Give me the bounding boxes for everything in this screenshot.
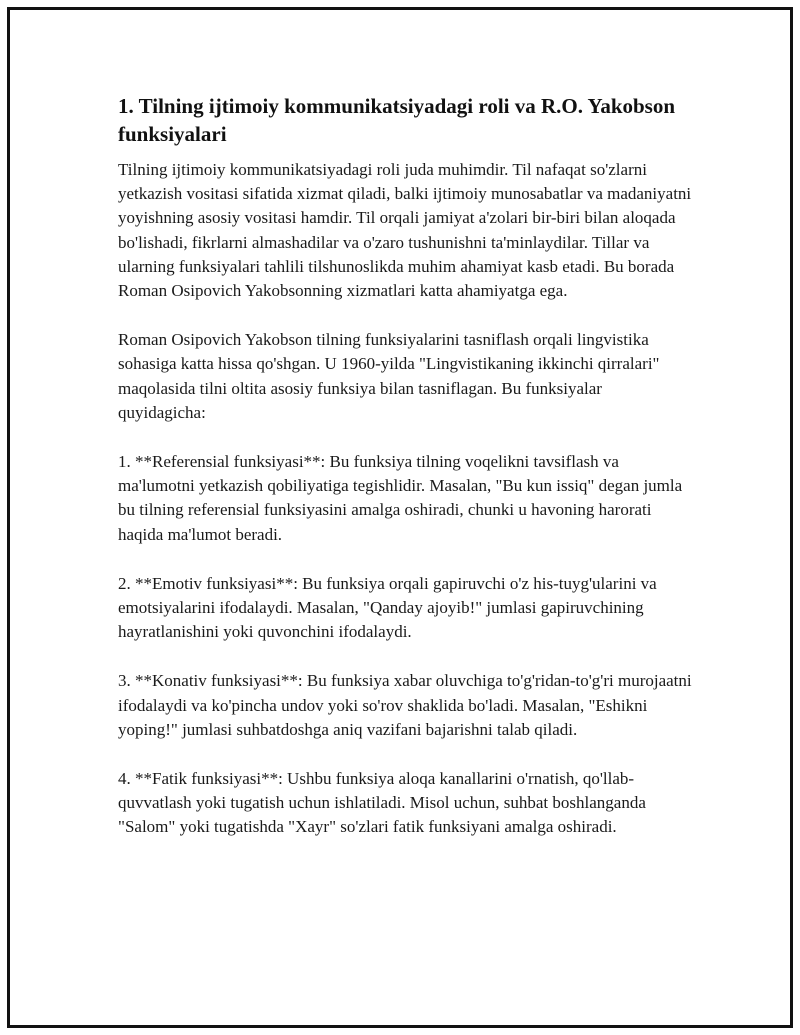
list-item-conative: 3. **Konativ funksiyasi**: Bu funksiya xabar oluvchiga to'g'ridan-to'g'ri murojaatni ifodalaydi va ko'pincha undov yoki so'rov shaklida bo'ladi. Masalan, "Eshikni yoping!" jumlasi suhbatdoshga aniq vazifani bajarishni talab qiladi. [118,671,692,739]
section-heading: 1. Tilning ijtimoiy kommunikatsiyadagi roli va R.O. Yakobson funksiyalari [118,94,676,146]
list-item-referential: 1. **Referensial funksiyasi**: Bu funksiya tilning voqelikni tavsiflash va ma'lumotni yetkazish qobiliyatiga tegishlidir. Masalan, "Bu kun issiq" degan jumla bu tilning referensial funksiyasini amalga oshiradi, chunki u havoning harorati haqida ma'lumot beradi. [118,452,683,544]
intro-paragraph: Tilning ijtimoiy kommunikatsiyadagi roli juda muhimdir. Til nafaqat so'zlarni yetkazish vositasi sifatida xizmat qiladi, balki ijtimoiy munosabatlar va madaniyatni yoyishning asosiy vositasi hamdir. Til orqali jamiyat a'zolari bir-biri bilan aloqada bo'lishadi, fikrlarni almashadilar va o'zaro tushunishni ta'minlaydilar. Tillar va ularning funksiyalari tahlili tilshunoslikda muhim ahamiyat kasb etadi. Bu borada Roman Osipovich Yakobsonning xizmatlari katta ahamiyatga ega. [118,160,692,301]
document-body [118,92,693,865]
list-item-emotive: 2. **Emotiv funksiyasi**: Bu funksiya orqali gapiruvchi o'z his-tuyg'ularini va emotsiyalarini ifodalaydi. Masalan, "Qanday ajoyib!" jumlasi gapiruvchining hayratlanishini yoki quvonchini ifodalaydi. [118,573,657,642]
list-item-phatic: 4. **Fatik funksiyasi**: Ushbu funksiya aloqa kanallarini o'rnatish, qo'llab-quvvatlash yoki tugatish uchun ishlatiladi. Misol uchun, suhbat boshlanganda "Salom" yoki tugatishda "Xayr" so'zlari fatik funksiyani amalga oshiradi. [118,769,646,837]
yakobson-paragraph: Roman Osipovich Yakobson tilning funksiyalarini tasniflash orqali lingvistika sohasiga katta hissa qo'shgan. U 1960-yilda "Lingvistikaning ikkinchi qirralari" maqolasida tilni oltita asosiy funksiya bilan tasniflagan. Bu funksiyalar quyidagicha: [118,330,660,422]
